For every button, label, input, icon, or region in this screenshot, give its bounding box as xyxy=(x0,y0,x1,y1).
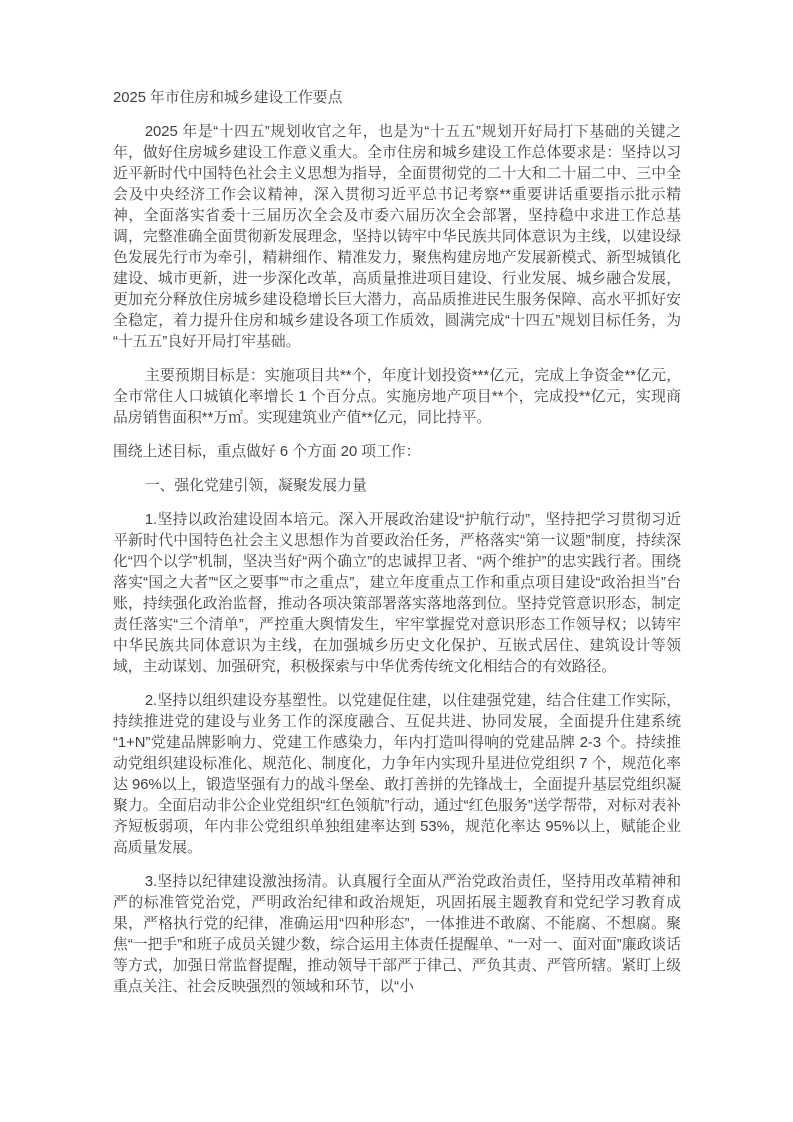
document-title: 2025 年市住房和城乡建设工作要点 xyxy=(113,90,343,106)
paragraph-overview: 2025 年是“十四五”规划收官之年，也是为“十五五”规划开好局打下基础的关键之年，做好住房城乡建设工作意义重大。全市住房和城乡建设工作总体要求是：坚持以习近平新时代中国特色社会主义思想为指导，全面贯彻党的二十大和二十届二中、三中全会及中央经济工作会议精神，深入贯彻习近平总书记考察**重要讲话重要指示批示精神，全面落实省委十三届历次全会及市委六届历次全会部署，坚持稳中求进工作总基调，完整准确全面贯彻新发展理念，坚持以铸牢中华民族共同体意识为主线，以建设绿色发展先行市为牵引，精耕细作、精准发力，聚焦构建房地产发展新模式、新型城镇化建设、城市更新，进一步深化改革，高质量推进项目建设、行业发展、城乡融合发展，更加充分释放住房城乡建设稳增长巨大潜力，高品质推进民生服务保障、高水平抓好安全稳定，着力提升住房和城乡建设各项工作质效，圆满完成“十四五”规划目标任务，为“十五五”良好开局打牢基础。 xyxy=(113,124,681,350)
paragraph-work-plan-lead: 围绕上述目标，重点做好 6 个方面 20 项工作： xyxy=(113,444,421,460)
section-1-heading: 一、强化党建引领，凝聚发展力量 xyxy=(144,478,367,494)
paragraph-targets: 主要预期目标是：实施项目共**个，年度计划投资***亿元，完成上争资金**亿元，全市常住人口城镇化率增长 1 个百分点。实施房地产项目**个，完成投**亿元，实现商品房销售面积**万㎡。实现建筑业产值**亿元，同比持平。 xyxy=(113,368,681,426)
paragraph-task-3: 3.坚持以纪律建设激浊扬清。认真履行全面从严治党政治责任，坚持用改革精神和严的标准管党治党，严明政治纪律和政治规矩，巩固拓展主题教育和党纪学习教育成果，严格执行党的纪律，准确运用“四种形态”，一体推进不敢腐、不能腐、不想腐。聚焦“一把手”和班子成员关键少数，综合运用主体责任提醒单、“一对一、面对面”廉政谈话等方式，加强日常监督提醒，推动领导干部严于律己、严负其责、严管所辖。紧盯上级重点关注、社会反映强烈的领域和环节，以“小 xyxy=(113,874,681,995)
paragraph-task-2: 2.坚持以组织建设夯基塑性。以党建促住建，以住建强党建，结合住建工作实际，持续推进党的建设与业务工作的深度融合、互促共进、协同发展，全面提升住建系统“1+N”党建品牌影响力、党建工作感染力，年内打造叫得响的党建品牌 2-3 个。持续推动党组织建设标准化、规范化、制度化，力争年内实现升星进位党组织 7 个，规范化率达 96%以上，锻造坚强有力的战斗堡垒、敢打善拼的先锋战士，全面提升基层党组织凝聚力。全面启动非公企业党组织“红色领航”行动，通过“红色服务”送学帮带，对标对表补齐短板弱项，年内非公党组织单独组建率达到 53%，规范化率达 95%以上，赋能企业高质量发展。 xyxy=(113,693,681,856)
paragraph-task-1: 1.坚持以政治建设固本培元。深入开展政治建设“护航行动”，坚持把学习贯彻习近平新时代中国特色社会主义思想作为首要政治任务，严格落实“第一议题”制度，持续深化“四个以学”机制，坚决当好“两个确立”的忠诚捍卫者、“两个维护”的忠实践行者。围绕落实“国之大者”“区之要事”“市之重点”，建立年度重点工作和重点项目建设“政治担当”台账，持续强化政治监督，推动各项决策部署落实落地落到位。坚持党管意识形态，制定责任落实“三个清单”，严控重大舆情发生，牢牢掌握党对意识形态工作领导权；以铸牢中华民族共同体意识为主线，在加强城乡历史文化保护、互嵌式居住、建筑设计等领域，主动谋划、加强研究，积极探索与中华优秀传统文化相结合的有效路径。 xyxy=(113,512,681,675)
